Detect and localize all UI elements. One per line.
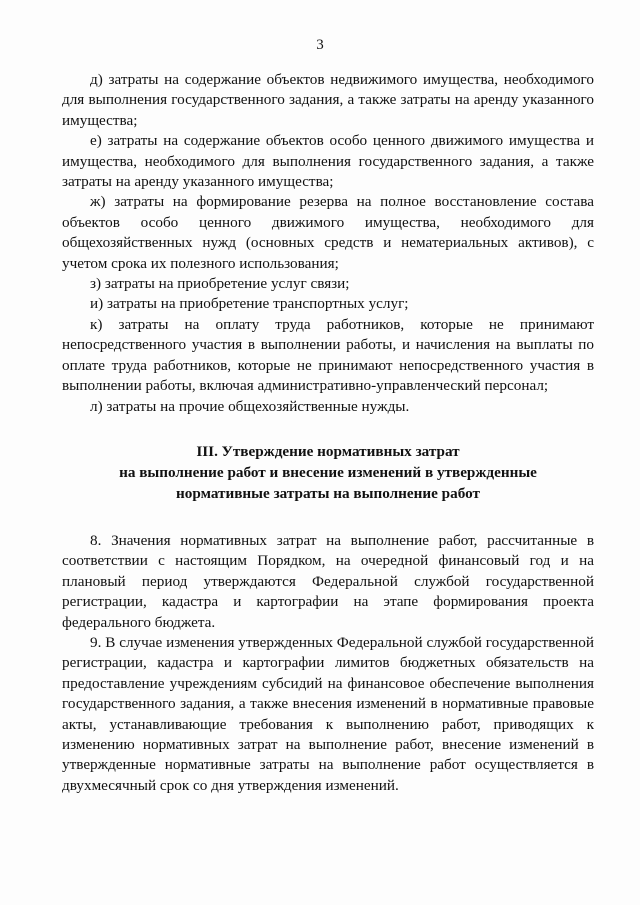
document-body — [62, 70, 594, 796]
section-title-line: на выполнение работ и внесение изменений в утвержденные — [119, 463, 537, 481]
paragraph-9: 9. В случае изменения утвержденных Федеральной службой государственной регистрации, кадастра и картографии лимитов бюджетных обязательств на предоставление учреждениям субсидий на финансовое обеспечение выполнения государственного задания, а также внесения изменений в нормативные правовые акты, устанавливающие требования к выполнению работ, приводящих к изменению нормативных затрат на выполнение работ, внесение изменений в утвержденные нормативные затраты на выполнение работ осуществляется в двухмесячный срок со дня утверждения изменений. — [62, 633, 594, 794]
list-item-e: е) затраты на содержание объектов особо ценного движимого имущества и имущества, необходимого для выполнения государственного задания, а также затраты на аренду указанного имущества; — [62, 132, 594, 191]
paragraph-8: 8. Значения нормативных затрат на выполнение работ, рассчитанные в соответствии с настоящим Порядком, на очередной финансовый год и на плановый период утверждаются Федеральной службой государственной регистрации, кадастра и картографии на этапе формирования проекта федерального бюджета. — [62, 531, 594, 631]
section-title — [62, 441, 594, 504]
page-number: 3 — [316, 37, 324, 53]
list-item-zh: ж) затраты на формирование резерва на полное восстановление состава объектов особо ценного движимого имущества, необходимого для общехозяйственных нужд (основных средств и нематериальных активов), с учетом срока их полезного использования; — [62, 193, 594, 272]
list-item-d: д) затраты на содержание объектов недвижимого имущества, необходимого для выполнения государственного задания, а также затраты на аренду указанного имущества; — [62, 71, 594, 129]
section-title-line: нормативные затраты на выполнение работ — [176, 484, 480, 502]
section-title-line: III. Утверждение нормативных затрат — [196, 442, 460, 460]
list-item-k: к) затраты на оплату труда работников, которые не принимают непосредственного участия в выполнении работы, и начисления на выплаты по оплате труда работников, которые не принимают непосредственного участия в выполнении работы, включая административно-управленческий персонал; — [62, 315, 594, 395]
list-item-i: и) затраты на приобретение транспортных услуг; — [90, 295, 409, 313]
list-item-l: л) затраты на прочие общехозяйственные нужды. — [90, 397, 410, 415]
list-item-z: з) затраты на приобретение услуг связи; — [90, 275, 350, 293]
